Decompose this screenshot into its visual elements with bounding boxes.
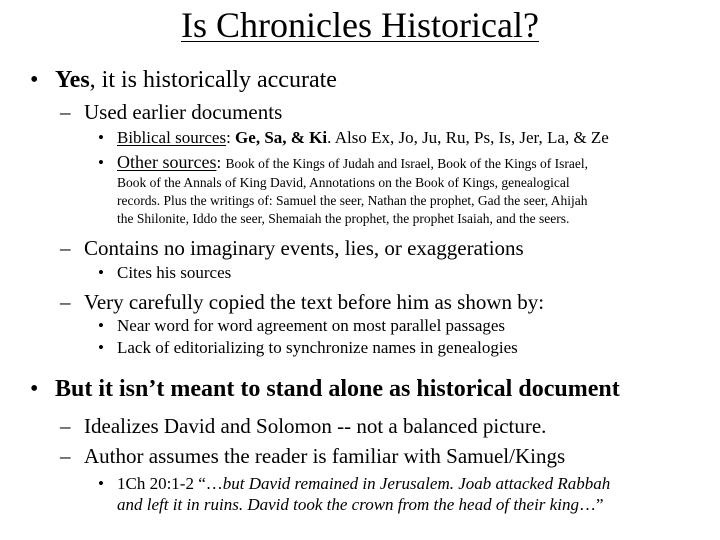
bullet-used-docs [60,99,282,125]
bullet-biblical-sources [98,127,609,148]
bullet-lack-text: Lack of editorializing to synchronize names in genealogies [117,338,518,357]
bullet-marker: • [98,316,104,335]
quote-end: …” [578,495,604,514]
other-sources-line1: Book of the Kings of Judah and Israel, Book of the Kings of Israel, [225,156,589,171]
bullet-marker: • [98,474,104,493]
bullet-other-sources [98,152,588,173]
dash-marker: – [60,236,71,260]
bullet-quote [98,473,610,494]
bullet-yes [30,66,337,94]
colon: : [216,153,226,172]
bullet-idealizes-text: Idealizes David and Solomon -- not a balanced picture. [84,414,547,438]
bullet-marker: • [98,153,104,172]
bullet-marker: • [98,338,104,357]
bullet-but-text: But it isn’t meant to stand alone as historical document [55,376,620,402]
quote-line1: but David remained in Jerusalem. Joab attacked Rabbah [222,474,611,493]
bullet-near-word [98,315,505,336]
bullet-cites [98,262,231,283]
bullet-no-imaginary [60,235,524,261]
bullet-used-docs-text: Used earlier documents [84,100,283,124]
bullet-near-word-text: Near word for word agreement on most parallel passages [117,316,506,335]
dash-marker: – [60,414,71,438]
other-sources-line4: the Shilonite, Iddo the seer, Shemaiah the prophet, the prophet Isaiah, and the seers. [117,211,570,226]
quote-ref: 1Ch 20:1-2 “… [117,474,223,493]
other-sources-line2: Book of the Annals of King David, Annotations on the Book of Kings, genealogical [117,175,570,190]
bullet-yes-text: , it is historically accurate [89,67,337,93]
other-sources-label: Other sources [117,152,217,172]
quote-line2-wrap [117,494,604,515]
slide-title: Is Chronicles Historical? [181,5,539,45]
quote-line2: and left it in ruins. David took the crown from the head of their king [117,495,579,514]
biblical-sources-label: Biblical sources [117,128,227,147]
bullet-copied [60,289,544,315]
bullet-yes-bold: Yes [55,67,90,93]
bullet-marker: • [98,128,104,147]
bullet-assumes-text: Author assumes the reader is familiar with Samuel/Kings [84,444,566,468]
dash-marker: – [60,290,71,314]
biblical-books: Ge, Sa, & Ki [235,128,328,147]
dash-marker: – [60,444,71,468]
bullet-cites-text: Cites his sources [117,263,232,282]
bullet-marker: • [98,263,104,282]
bullet-no-imaginary-text: Contains no imaginary events, lies, or exaggerations [84,236,524,260]
bullet-but [30,375,620,403]
bullet-assumes [60,443,565,469]
bullet-idealizes [60,413,546,439]
colon: : [226,128,236,147]
dash-marker: – [60,100,71,124]
bullet-lack [98,337,518,358]
bullet-copied-text: Very carefully copied the text before him as shown by: [84,290,545,314]
biblical-rest: . Also Ex, Jo, Ju, Ru, Ps, Is, Jer, La, & Ze [327,128,609,147]
other-sources-line3: records. Plus the writings of: Samuel the seer, Nathan the prophet, Gad the seer, Ahijah [117,193,588,208]
bullet-marker: • [30,376,39,402]
bullet-marker: • [30,67,39,93]
